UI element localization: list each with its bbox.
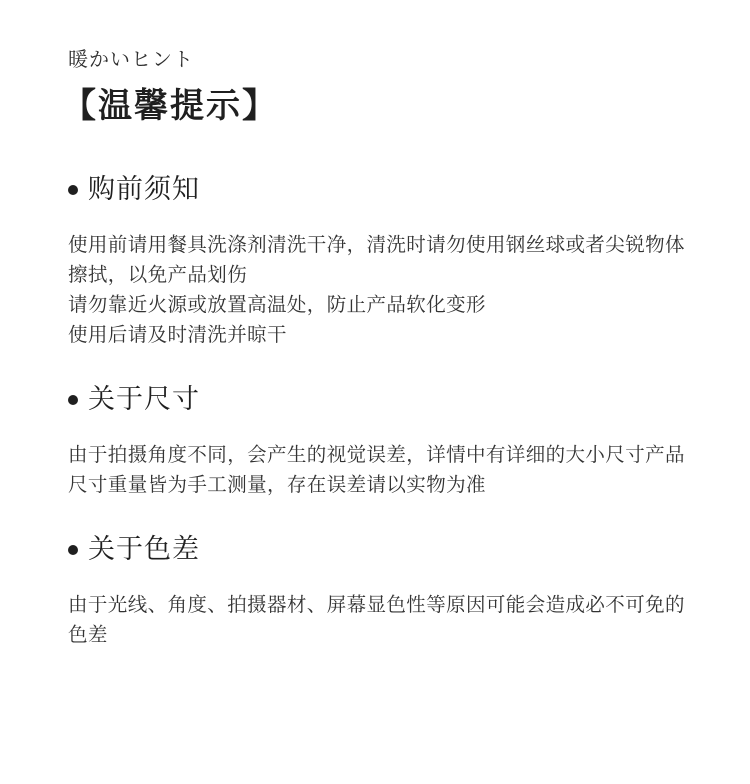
section-body (68, 440, 693, 500)
section-heading-text: 关于色差 (88, 534, 200, 565)
section-heading (68, 532, 693, 568)
section-line: 使用前请用餐具洗涤剂清洗干净，清洗时请勿使用钢丝球或者尖锐物体擦拭，以免产品划伤 (68, 233, 685, 286)
section-heading-text: 关于尺寸 (88, 384, 200, 415)
section-body (68, 230, 693, 350)
section-line: 使用后请及时清洗并晾干 (68, 323, 287, 346)
section-heading (68, 382, 693, 418)
section-heading (68, 172, 693, 208)
section-body (68, 590, 693, 650)
section-purchase-notice (68, 172, 693, 350)
japanese-subtitle: 暖かいヒント (68, 47, 194, 71)
section-heading-text: 购前须知 (88, 174, 200, 205)
bullet-icon (68, 185, 78, 195)
section-size (68, 382, 693, 500)
section-line: 由于光线、角度、拍摄器材、屏幕显色性等原因可能会造成必不可免的色差 (68, 593, 685, 646)
section-color-difference (68, 532, 693, 650)
bullet-icon (68, 545, 78, 555)
section-line: 请勿靠近火源或放置高温处，防止产品软化变形 (68, 293, 486, 316)
page-title: 【温馨提示】 (62, 86, 278, 126)
bullet-icon (68, 395, 78, 405)
section-line: 由于拍摄角度不同，会产生的视觉误差，详情中有详细的大小尺寸产品尺寸重量皆为手工测量，存在误差请以实物为准 (68, 443, 685, 496)
